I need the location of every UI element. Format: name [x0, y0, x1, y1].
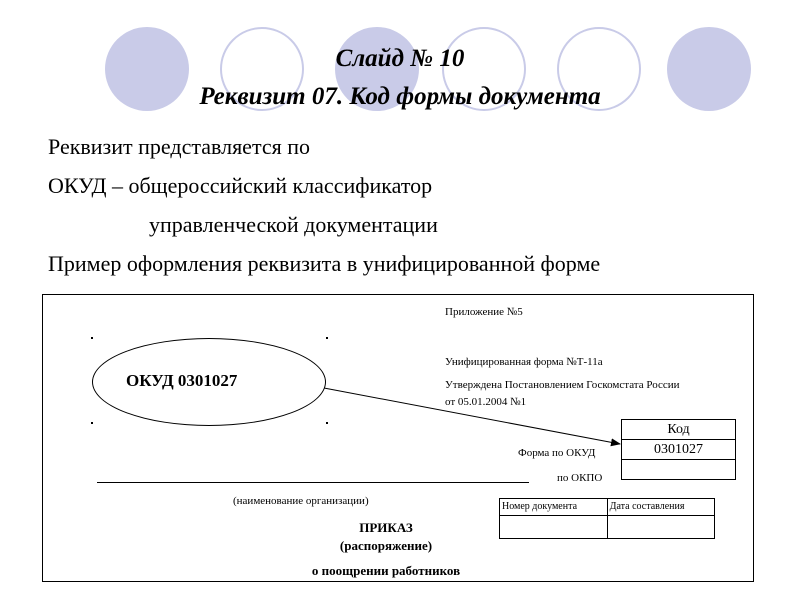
- okud-code-cell: 0301027: [622, 440, 736, 460]
- doc-date-header: Дата составления: [607, 499, 714, 516]
- okud-row-label: Форма по ОКУД: [518, 447, 596, 459]
- order-title: ПРИКАЗ: [359, 520, 413, 535]
- appendix-label: Приложение №5: [445, 306, 523, 318]
- doc-number-cell: [500, 516, 608, 539]
- body-line-3: управленческой документации: [149, 212, 438, 237]
- doc-date-cell: [607, 516, 714, 539]
- approved-line-2: от 05.01.2004 №1: [445, 396, 527, 408]
- document-number-table: [499, 498, 715, 539]
- okpo-code-cell: [622, 460, 736, 480]
- doc-number-header: Номер документа: [500, 499, 608, 516]
- slide-title-line-2: Реквизит 07. Код формы документа: [199, 83, 601, 110]
- approved-line-1: Утверждена Постановлением Госкомстата России: [445, 379, 680, 391]
- body-line-2: ОКУД – общероссийский классификатор: [48, 173, 433, 198]
- code-table: [621, 419, 736, 480]
- organization-caption: (наименование организации): [233, 495, 369, 507]
- body-line-1: Реквизит представляется по: [48, 134, 310, 159]
- okpo-row-label: по ОКПО: [557, 472, 603, 484]
- okud-callout-label: ОКУД 0301027: [126, 371, 238, 390]
- organization-name-line: [97, 482, 529, 483]
- code-header: Код: [622, 420, 736, 440]
- unified-form-label: Унифицированная форма №Т-11а: [445, 356, 603, 368]
- slide-title-line-1: Слайд № 10: [335, 45, 465, 72]
- body-line-4: Пример оформления реквизита в унифицированной форме: [48, 251, 601, 276]
- order-subject: о поощрении работников: [311, 563, 461, 578]
- order-subtitle: (распоряжение): [339, 538, 433, 553]
